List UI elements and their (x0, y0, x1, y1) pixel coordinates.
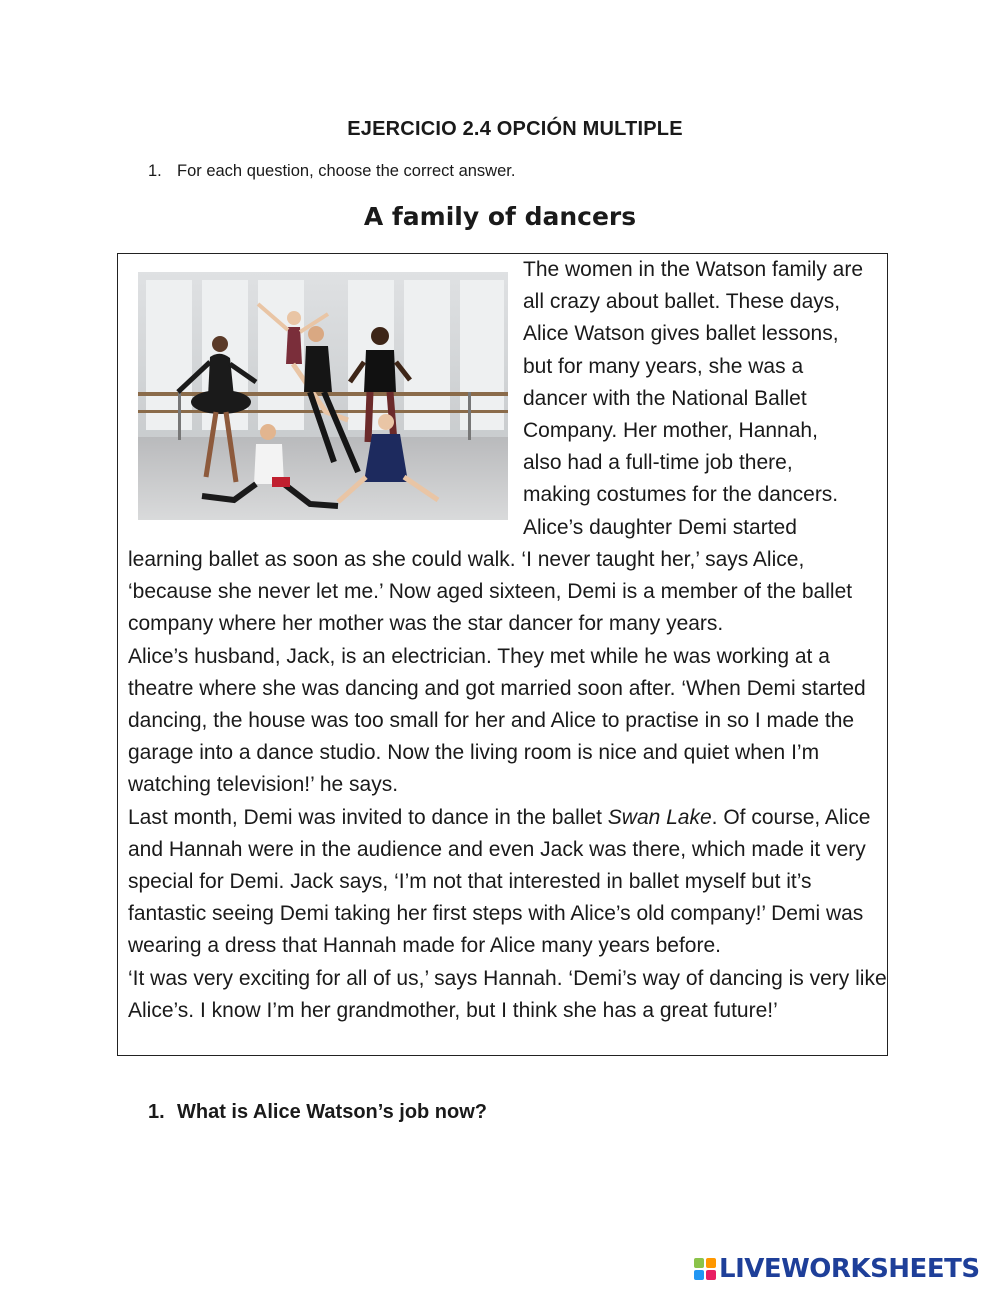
text-line: making costumes for the dancers. (523, 483, 839, 507)
instruction-text: For each question, choose the correct answer. (177, 162, 516, 180)
paragraph-3 (128, 802, 888, 963)
text-line: Company. Her mother, Hannah, (523, 419, 818, 443)
reading-text-box (117, 253, 888, 1056)
liveworksheets-logo-icon (694, 1258, 716, 1280)
question-text: What is Alice Watson’s job now? (177, 1101, 488, 1123)
paragraph-1-continued: learning ballet as soon as she could walk. ‘I never taught her,’ says Alice, ‘because she never let me.’ Now aged sixteen, Demi is a member of the ballet company where her mother was the star dancer for many years. (128, 548, 853, 636)
liveworksheets-wordmark: LIVEWORKSHEETS (719, 1254, 980, 1284)
text-line: but for many years, she was a (523, 354, 804, 378)
liveworksheets-brand (694, 1254, 980, 1284)
text-line: dancer with the National Ballet (523, 386, 807, 410)
text-line: Alice Watson gives ballet lessons, (523, 322, 839, 346)
instruction-number: 1. (148, 162, 162, 180)
paragraph-3-end: . Of course, Alice and Hannah were in the audience and even Jack was there, which made it very special for Demi. Jack says, ‘I’m not that interested in ballet myself but it’s fantastic seeing Demi taking her first steps with Alice’s old company!’ Demi was wearing a dress that Hannah made for Alice many years before. (128, 805, 871, 958)
text-line: Alice’s daughter Demi started (523, 515, 797, 539)
exercise-title: EJERCICIO 2.4 OPCIÓN MULTIPLE (347, 118, 683, 140)
dancers-photo-illustration (138, 272, 508, 520)
instruction (148, 162, 515, 181)
text-line: The women in the Watson family are (523, 258, 864, 281)
text-line: also had a full-time job there, (523, 451, 793, 475)
paragraph-4: ‘It was very exciting for all of us,’ says Hannah. ‘Demi’s way of dancing is very like Alice’s. I know I’m her grandmother, but I think she has a great future!’ (128, 966, 887, 1022)
question-1 (148, 1101, 487, 1124)
ballet-title: Swan Lake (607, 805, 712, 829)
text-line: all crazy about ballet. These days, (523, 290, 841, 314)
story-title: A family of dancers (363, 202, 637, 231)
paragraph-2: Alice’s husband, Jack, is an electrician. They met while he was working at a theatre where she was dancing and got married soon after. ‘When Demi started dancing, the house was too small for her and Alice to practise in so I made the garage into a dance studio. Now the living room is nice and quiet when I’m watching television!’ he says. (128, 644, 866, 797)
dancers-photo (138, 272, 508, 520)
paragraph-3-start: Last month, Demi was invited to dance in the ballet (128, 805, 608, 829)
story-body (128, 544, 888, 1027)
question-number: 1. (148, 1101, 165, 1123)
wrapped-text-column (523, 254, 889, 544)
